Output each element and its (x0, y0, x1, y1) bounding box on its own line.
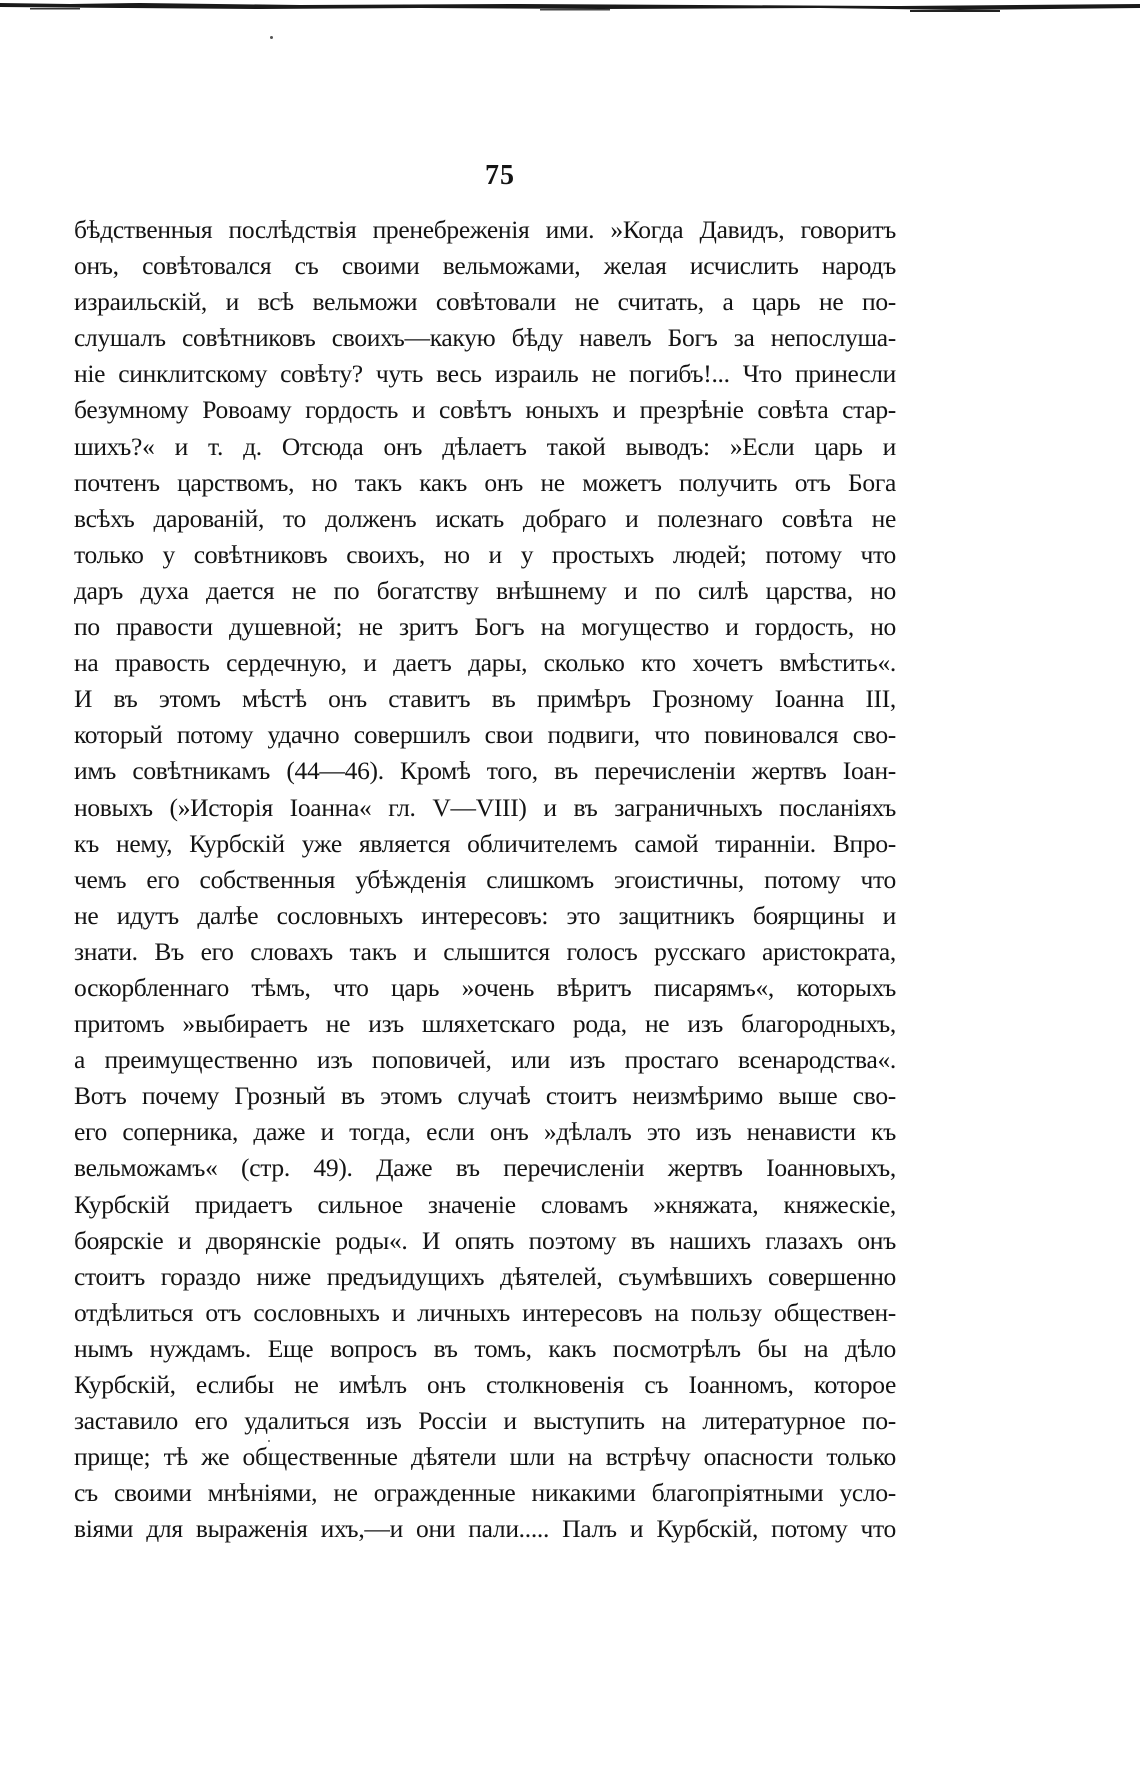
text-line: слушалъ совѣтниковъ своихъ—какую бѣду навелъ Богъ за непослуша- (74, 323, 896, 353)
text-line: стоитъ гораздо ниже предъидущихъ дѣятелей, съумѣвшихъ совершенно (74, 1261, 896, 1291)
text-line: нымъ нуждамъ. Еще вопросъ въ томъ, какъ посмотрѣлъ бы на дѣло (74, 1333, 896, 1363)
page-body-text (74, 212, 896, 1547)
top-edge-rule-graphic (0, 0, 1140, 14)
text-line: къ нему, Курбскій уже является обличителемъ самой тиранніи. Впро- (74, 828, 896, 858)
text-line: И въ этомъ мѣстѣ онъ ставитъ въ примѣръ Грозному Іоанна III, (74, 684, 896, 714)
text-line: только у совѣтниковъ своихъ, но и у простыхъ людей; потому что (74, 539, 896, 569)
text-line: безумному Ровоаму гордость и совѣтъ юныхъ и презрѣніе совѣта стар- (74, 395, 896, 425)
text-line: а преимущественно изъ поповичей, или изъ простаго всенародства«. (74, 1045, 896, 1075)
text-line: прище; тѣ же общественные дѣятели шли на встрѣчу опасности только (74, 1442, 896, 1472)
text-line: оскорбленнаго тѣмъ, что царь »очень вѣритъ писарямъ«, которыхъ (74, 972, 896, 1002)
text-line: почтенъ царствомъ, но такъ какъ онъ не можетъ получить отъ Бога (74, 467, 896, 497)
text-line: заставило его удалиться изъ Россіи и выступить на литературное по- (74, 1406, 896, 1436)
text-line: Курбскій, еслибы не имѣлъ онъ столкновенія съ Іоанномъ, которое (74, 1370, 896, 1399)
text-line: чемъ его собственныя убѣжденія слишкомъ эгоистичны, потому что (74, 864, 896, 894)
text-line: даръ духа дается не по богатству внѣшнему и по силѣ царства, но (74, 575, 896, 605)
text-line: всѣхъ дарованій, то долженъ искать добраго и полезнаго совѣта не (74, 503, 896, 533)
text-line: знати. Въ его словахъ такъ и слышится голосъ русскаго аристократа, (74, 936, 896, 966)
text-line: віями для выраженія ихъ,—и они пали..... Палъ и Курбскій, потому что (74, 1514, 896, 1544)
text-line: вельможамъ« (стр. 49). Даже въ перечисленіи жертвъ Іоанновыхъ, (74, 1153, 896, 1183)
text-line: новыхъ (»Исторія Іоанна« гл. V—VIII) и въ заграничныхъ посланіяхъ (74, 792, 896, 822)
page-number: 75 (485, 160, 515, 191)
text-line: на правость сердечную, и даетъ дары, сколько кто хочетъ вмѣстить«. (74, 648, 896, 678)
text-line: Курбскій придаетъ сильное значеніе словамъ »княжата, княжескіе, (74, 1189, 896, 1219)
text-line: по правости душевной; не зритъ Богъ на могущество и гордость, но (74, 612, 896, 642)
text-line: бѣдственныя послѣдствія пренебреженія ими. »Когда Давидъ, говоритъ (74, 215, 896, 244)
text-line: который потому удачно совершилъ свои подвиги, что повиновался сво- (74, 720, 896, 750)
text-line: шихъ?« и т. д. Отсюда онъ дѣлаетъ такой выводъ: »Если царь и (74, 431, 896, 461)
top-edge-rule (0, 0, 1140, 14)
text-line: не идутъ далѣе сословныхъ интересовъ: это защитникъ боярщины и (74, 900, 896, 930)
text-line: отдѣлиться отъ сословныхъ и личныхъ интересовъ на пользу обществен- (74, 1297, 896, 1327)
text-line: Вотъ почему Грозный въ этомъ случаѣ стоитъ неизмѣримо выше сво- (74, 1081, 896, 1111)
text-line: израильскій, и всѣ вельможи совѣтовали не считать, а царь не по- (74, 287, 896, 317)
text-line: съ своими мнѣніями, не огражденные никакими благопріятными усло- (74, 1478, 896, 1508)
speck-1 (270, 36, 273, 39)
text-line: притомъ »выбираетъ не изъ шляхетскаго рода, не изъ благородныхъ, (74, 1009, 896, 1039)
text-line: имъ совѣтникамъ (44—46). Кромѣ того, въ перечисленіи жертвъ Іоан- (74, 756, 896, 786)
text-line: его соперника, даже и тогда, если онъ »дѣлалъ это изъ ненависти къ (74, 1117, 896, 1147)
text-line: онъ, совѣтовался съ своими вельможами, желая исчислить народъ (74, 251, 896, 281)
text-line: ніе синклитскому совѣту? чуть весь израиль не погибъ!... Что принесли (74, 359, 896, 389)
text-line: боярскіе и дворянскіе роды«. И опять поэтому въ нашихъ глазахъ онъ (74, 1225, 896, 1255)
